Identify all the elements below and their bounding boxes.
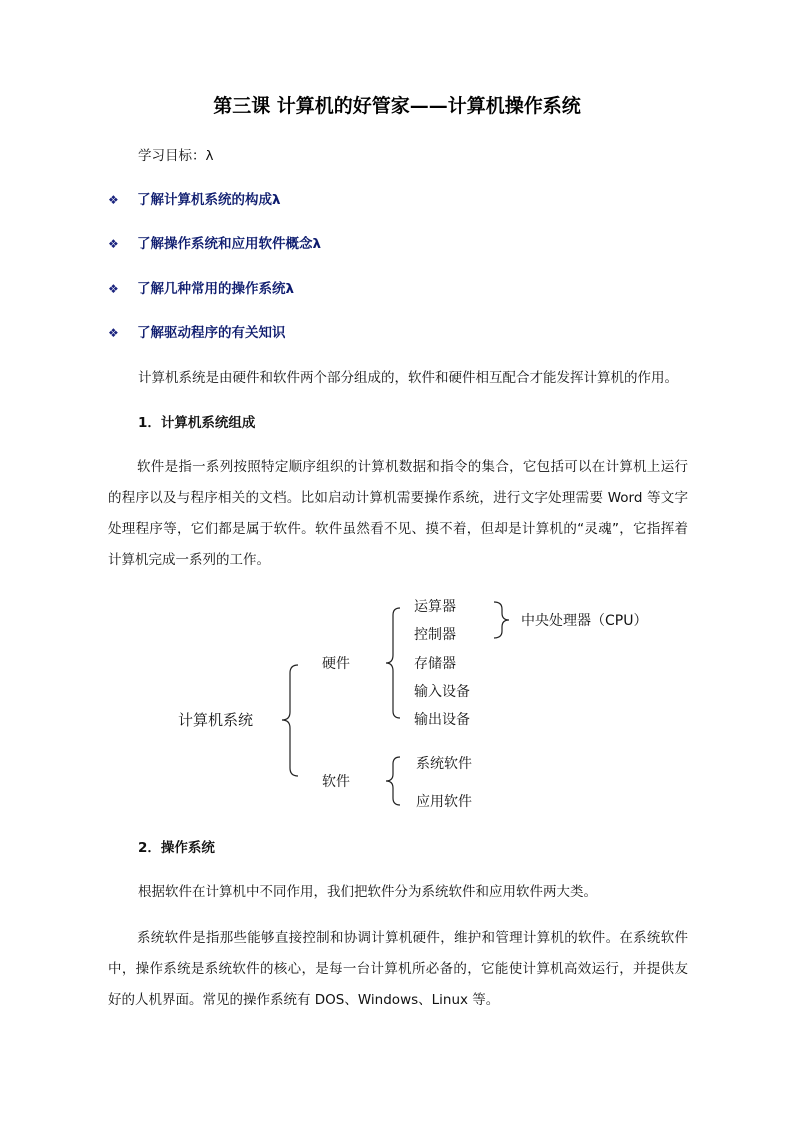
diagram-software-label: 软件 bbox=[322, 774, 350, 790]
diagram-hardware-item: 输出设备 bbox=[414, 712, 470, 728]
hardware-brace bbox=[386, 608, 400, 718]
objective-text: 了解驱动程序的有关知识 bbox=[137, 325, 286, 341]
diamond-bullet-icon: ❖ bbox=[108, 326, 119, 340]
intro-paragraph: 计算机系统是由硬件和软件两个部分组成的，软件和硬件相互配合才能发挥计算机的作用。 bbox=[138, 370, 678, 386]
objective-text: 了解几种常用的操作系统λ bbox=[137, 281, 295, 297]
software-brace bbox=[386, 757, 400, 805]
diamond-bullet-icon: ❖ bbox=[108, 237, 119, 251]
section-heading-operating-system: 2．操作系统 bbox=[138, 840, 215, 856]
section-heading-system-composition: 1．计算机系统组成 bbox=[138, 415, 256, 431]
diagram-cpu-label: 中央处理器（CPU） bbox=[521, 613, 648, 629]
diagram-hardware-item: 输入设备 bbox=[414, 684, 470, 700]
diagram-hardware-item: 控制器 bbox=[414, 627, 456, 643]
software-definition-paragraph: 软件是指一系列按照特定顺序组织的计算机数据和指令的集合，它包括可以在计算机上运行的程序以及与程序相关的文档。比如启动计算机需要操作系统，进行文字处理需要 Word 等文字处理程序等，它们都是属于软件。软件虽然看不见、摸不着，但却是计算机的“灵魂”，它指挥着计算机完成一系列的工作。 bbox=[108, 459, 688, 568]
diagram-root-label: 计算机系统 bbox=[178, 711, 254, 729]
software-categories-paragraph: 根据软件在计算机中不同作用，我们把软件分为系统软件和应用软件两大类。 bbox=[138, 884, 597, 900]
root-brace bbox=[282, 665, 298, 776]
learning-goals-label: 学习目标：λ bbox=[138, 148, 214, 164]
diamond-bullet-icon: ❖ bbox=[108, 282, 119, 296]
page-title: 第三课 计算机的好管家——计算机操作系统 bbox=[213, 95, 581, 117]
cpu-brace bbox=[494, 602, 509, 638]
system-software-paragraph: 系统软件是指那些能够直接控制和协调计算机硬件，维护和管理计算机的软件。在系统软件中，操作系统是系统软件的核心，是每一台计算机所必备的，它能使计算机高效运行，并提供友好的人机界面。常见的操作系统有 DOS、Windows、Linux 等。 bbox=[108, 930, 688, 1008]
diagram-hardware-item: 存储器 bbox=[414, 656, 456, 672]
diagram-software-item: 系统软件 bbox=[416, 756, 472, 772]
objective-text: 了解操作系统和应用软件概念λ bbox=[137, 236, 322, 252]
diagram-hardware-item: 运算器 bbox=[414, 599, 456, 615]
diamond-bullet-icon: ❖ bbox=[108, 193, 119, 207]
objective-text: 了解计算机系统的构成λ bbox=[137, 192, 281, 208]
diagram-software-item: 应用软件 bbox=[416, 794, 472, 810]
diagram-hardware-label: 硬件 bbox=[322, 656, 350, 672]
